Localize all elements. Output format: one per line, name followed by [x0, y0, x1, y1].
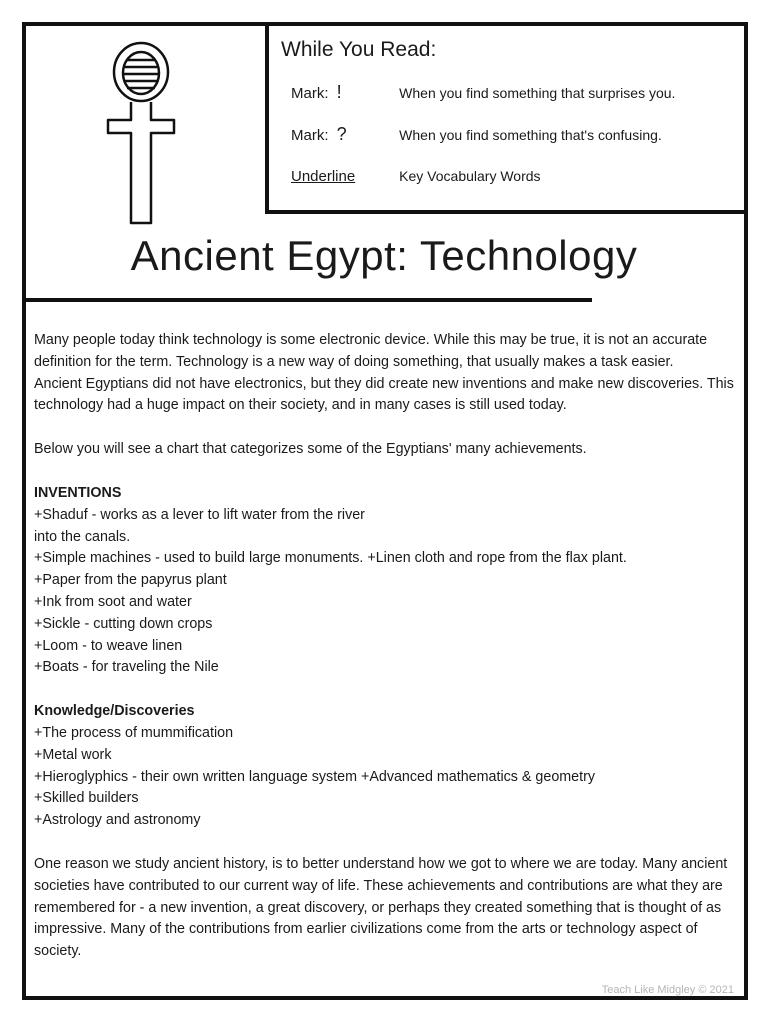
ankh-icon: [105, 40, 177, 226]
invention-item: +Simple machines - used to build large monuments. +Linen cloth and rope from the flax plant.: [34, 550, 627, 567]
mark-label: Mark: !: [291, 82, 342, 102]
mark-surprise-row: [291, 82, 675, 103]
article-body: [34, 330, 739, 963]
title-divider: [22, 298, 592, 302]
invention-item: +Loom - to weave linen: [34, 637, 183, 654]
chart-intro: Below you will see a chart that categorizes some of the Egyptians' many achievements.: [34, 441, 587, 458]
underline-desc: Key Vocabulary Words: [399, 168, 541, 184]
knowledge-item: +Metal work: [34, 746, 112, 763]
copyright-footer: Teach Like Midgley © 2021: [601, 984, 734, 996]
knowledge-item: +Astrology and astronomy: [34, 812, 201, 829]
closing-line: One reason we study ancient history, is to better understand how we got to where we are today. Many ancient: [34, 855, 728, 872]
closing-line: societies have contributed to our current way of life. These achievements and contributions are what they are: [34, 877, 723, 894]
mark-label: Mark: ?: [291, 124, 347, 144]
invention-item: +Boats - for traveling the Nile: [34, 659, 219, 676]
invention-item: +Shaduf - works as a lever to lift water from the river: [34, 506, 365, 523]
closing-line: remembered for - a new invention, a great discovery, or perhaps they created something that is thought of as: [34, 899, 722, 916]
closing-line: impressive. Many of the contributions from earlier civilizations come from the arts or technology aspect of society.: [34, 921, 698, 960]
intro-line: Ancient Egyptians did not have electronics, but they did create new inventions and make new discoveries. This: [34, 375, 734, 392]
page-title: Ancient Egypt: Technology: [130, 232, 638, 279]
knowledge-item: +The process of mummification: [34, 724, 234, 741]
question-symbol: ?: [336, 124, 347, 144]
underline-row: [291, 168, 541, 185]
mark-confusing-row: [291, 124, 662, 145]
invention-item: +Ink from soot and water: [34, 593, 192, 610]
invention-item: into the canals.: [34, 528, 131, 545]
mark-confusing-desc: When you find something that's confusing.: [399, 127, 662, 143]
underline-label: Underline: [291, 168, 356, 185]
mark-surprise-desc: When you find something that surprises you.: [399, 85, 676, 101]
knowledge-heading: Knowledge/Discoveries: [34, 703, 195, 720]
knowledge-item: +Hieroglyphics - their own written language system +Advanced mathematics & geometry: [34, 768, 596, 785]
intro-line: definition for the term. Technology is a new way of doing something, that usually makes a task easier.: [34, 353, 674, 370]
intro-line: Many people today think technology is some electronic device. While this may be true, it is not an accurate: [34, 332, 708, 348]
invention-item: +Paper from the papyrus plant: [34, 572, 227, 589]
inventions-heading: INVENTIONS: [34, 484, 122, 501]
knowledge-item: +Skilled builders: [34, 790, 139, 807]
intro-line: technology had a huge impact on their society, and in many cases is still used today.: [34, 397, 567, 414]
exclamation-symbol: !: [336, 82, 342, 102]
invention-item: +Sickle - cutting down crops: [34, 615, 213, 632]
while-you-read-box: [265, 22, 748, 214]
while-you-read-title: While You Read:: [281, 38, 437, 61]
